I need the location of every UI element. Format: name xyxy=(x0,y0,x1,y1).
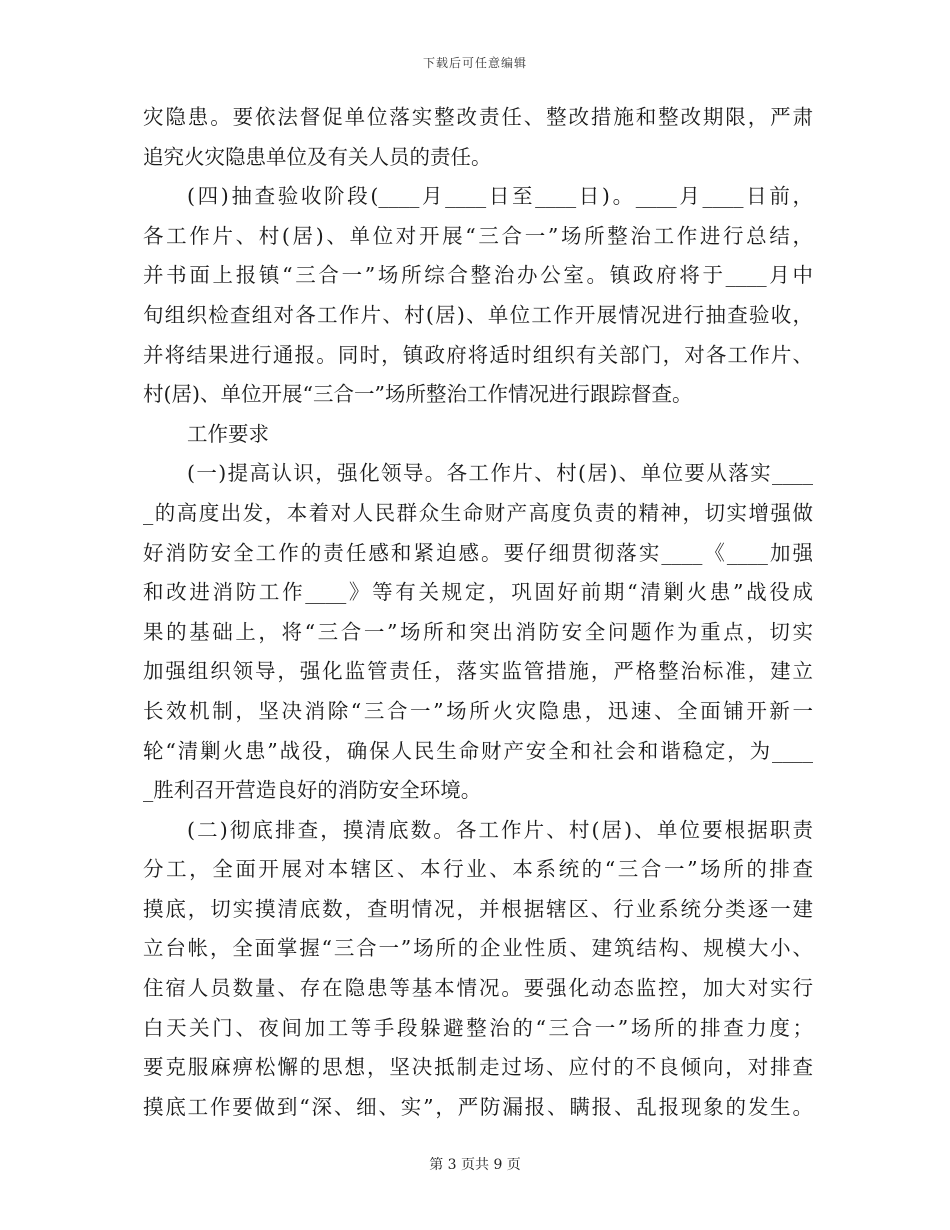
body-line: 轮“清剿火患”战役，确保人民生命财产安全和社会和谐稳定，为____ xyxy=(143,738,813,763)
body-line: 好消防安全工作的责任感和紧迫感。要仔细贯彻落实____《____加强 xyxy=(143,540,813,565)
body-line: 摸底工作要做到“深、细、实”，严防漏报、瞒报、乱报现象的发生。 xyxy=(143,1094,813,1119)
body-line: 白天关门、夜间加工等手段躲避整治的“三合一”场所的排查力度； xyxy=(143,1015,813,1040)
body-line: 追究火灾隐患单位及有关人员的责任。 xyxy=(143,144,492,169)
body-line: 加强组织领导，强化监管责任，落实监管措施，严格整治标准，建立 xyxy=(143,659,813,684)
body-line: 立台帐，全面掌握“三合一”场所的企业性质、建筑结构、规模大小、 xyxy=(143,936,813,961)
body-line: 各工作片、村(居)、单位对开展“三合一”场所整治工作进行总结， xyxy=(143,223,813,248)
body-line: 旬组织检查组对各工作片、村(居)、单位工作开展情况进行抽查验收， xyxy=(143,302,813,327)
body-line: 灾隐患。要依法督促单位落实整改责任、整改措施和整改期限，严肃 xyxy=(143,105,813,129)
body-line: _的高度出发，本着对人民群众生命财产高度负责的精神，切实增强做 xyxy=(143,500,813,525)
body-line: (二)彻底排查，摸清底数。各工作片、村(居)、单位要根据职责 xyxy=(187,817,813,842)
body-line: (一)提高认识，强化领导。各工作片、村(居)、单位要从落实____ xyxy=(187,461,813,486)
body-line: 并将结果进行通报。同时，镇政府将适时组织有关部门，对各工作片、 xyxy=(143,342,813,367)
body-line: 果的基础上，将“三合一”场所和突出消防安全问题作为重点，切实 xyxy=(143,619,813,644)
page-header: 下载后可任意编辑 xyxy=(422,56,527,70)
body-line: 要克服麻痹松懈的思想，坚决抵制走过场、应付的不良倾向，对排查 xyxy=(143,1055,813,1080)
body-line: 村(居)、单位开展“三合一”场所整治工作情况进行跟踪督查。 xyxy=(143,382,693,407)
page-number: 第 3 页共 9 页 xyxy=(429,1157,521,1173)
body-line: 分工，全面开展对本辖区、本行业、本系统的“三合一”场所的排查 xyxy=(143,857,813,882)
body-line: 和改进消防工作____》等有关规定，巩固好前期“清剿火患”战役成 xyxy=(143,580,813,605)
body-line: 住宿人员数量、存在隐患等基本情况。要强化动态监控，加大对实行 xyxy=(143,976,813,1001)
document-body xyxy=(143,98,813,1127)
body-line: _胜利召开营造良好的消防安全环境。 xyxy=(143,778,482,803)
body-line: 长效机制，坚决消除“三合一”场所火灾隐患，迅速、全面铺开新一 xyxy=(143,698,813,723)
section-heading: 工作要求 xyxy=(187,421,269,446)
body-line: (四)抽查验收阶段(____月____日至____日)。____月____日前， xyxy=(187,184,813,209)
body-line: 摸底，切实摸清底数，查明情况，并根据辖区、行业系统分类逐一建 xyxy=(143,896,813,921)
body-line: 并书面上报镇“三合一”场所综合整治办公室。镇政府将于____月中 xyxy=(143,263,813,288)
